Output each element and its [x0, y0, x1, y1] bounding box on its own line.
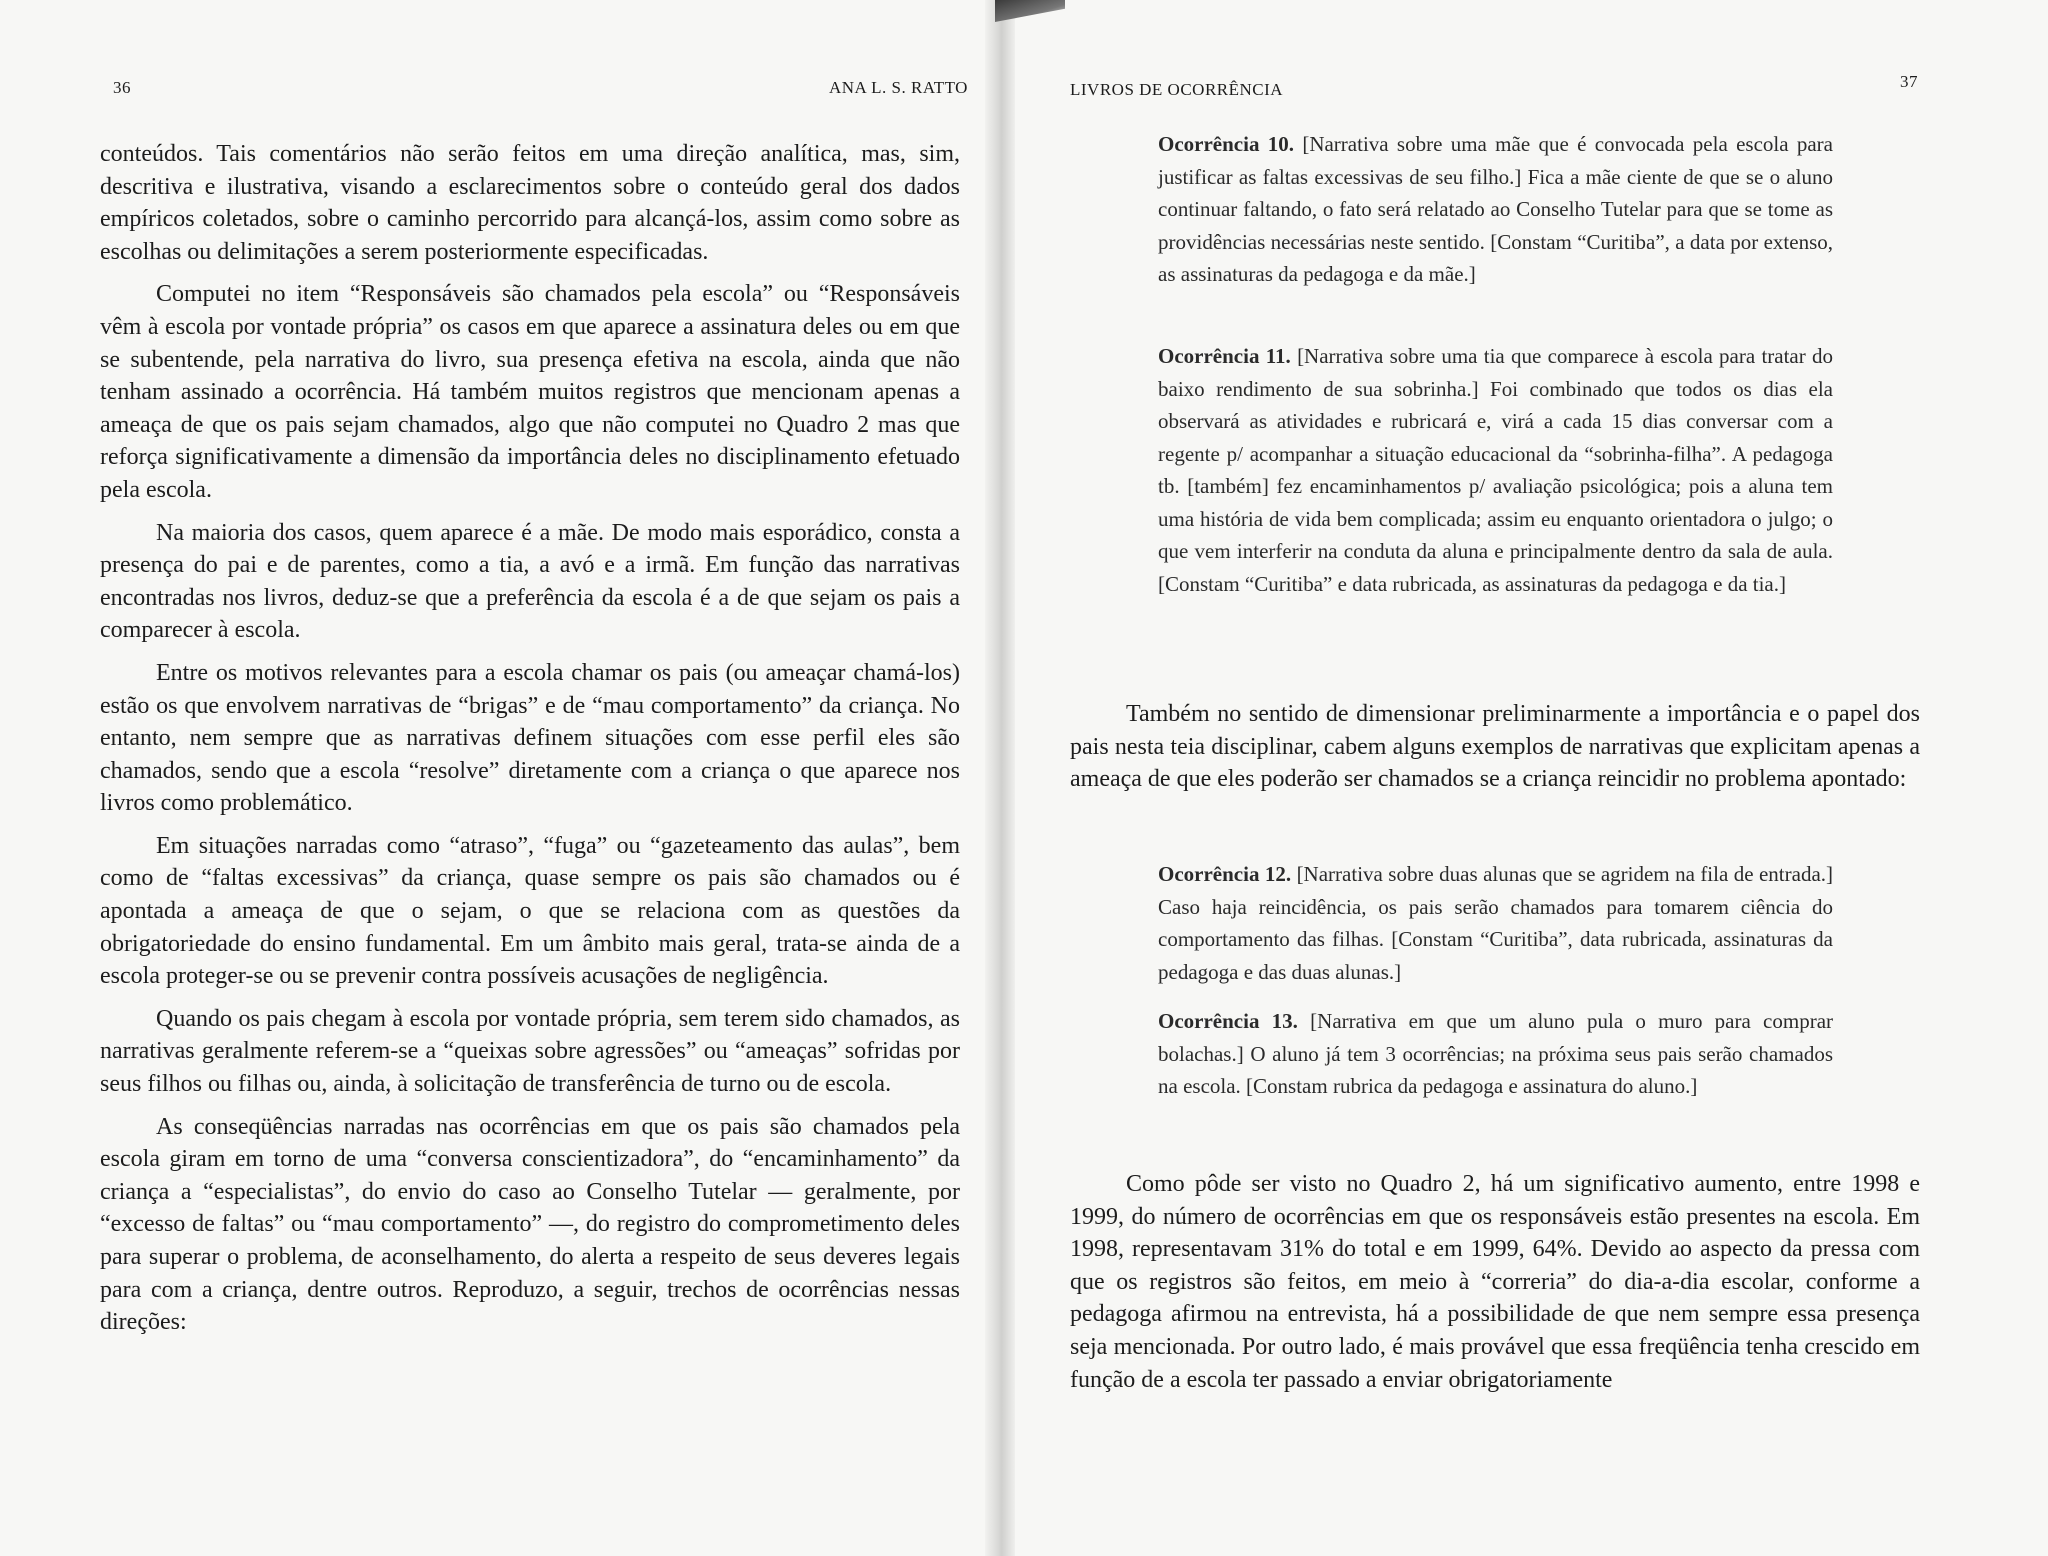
paragraph: conteúdos. Tais comentários não serão feitos em uma direção analítica, mas, sim, descritiva e ilustrativa, visando a esclarecimentos sobre o conteúdo geral dos dados empíricos coletados, sobre o caminho percorrido para alcançá-los, assim como sobre as escolhas ou delimitações a serem posteriormente especificadas. — [100, 141, 960, 265]
book-gutter — [985, 0, 1015, 1556]
quote-label: Ocorrência 12. — [1158, 862, 1292, 886]
paragraph: Entre os motivos relevantes para a escola chamar os pais (ou ameaçar chamá-los) estão os que envolvem narrativas de “brigas” e de “mau comportamento” da criança. No entanto, nem sempre que as narrativas definem situações com esse perfil eles são chamados, sendo que a escola “resolve” diretamente com a criança o que aparece nos livros como problemático. — [100, 659, 960, 817]
quote-ocorrencia-12 — [1158, 858, 1833, 988]
quote-label: Ocorrência 10. — [1158, 132, 1295, 156]
quote-ocorrencia-13 — [1158, 1005, 1833, 1103]
quote-text: [Narrativa sobre uma mãe que é convocada pela escola para justificar as faltas excessivas de seu filho.] Fica a mãe ciente de que se o aluno continuar faltando, o fato será relatado ao Conselho Tutelar para que se tome as providências necessárias neste sentido. [Constam “Curitiba”, a data por extenso, as assinaturas da pedagoga e da mãe.] — [1158, 132, 1833, 286]
page-number-right: 37 — [1900, 72, 1918, 91]
left-page — [0, 0, 995, 1556]
paragraph: Como pôde ser visto no Quadro 2, há um significativo aumento, entre 1998 e 1999, do número de ocorrências em que os responsáveis estão presentes na escola. Em 1998, representavam 31% do total e em 1999, 64%. Devido ao aspecto da pressa com que os registros são feitos, em meio à “correria” do dia-a-dia escolar, conforme a pedagoga afirmou na entrevista, há a possibilidade de que nem sempre essa presença seja mencionada. Por outro lado, é mais provável que essa freqüência tenha crescido em função de a escola ter passado a enviar obrigatoriamente — [1070, 1171, 1920, 1393]
paragraph: Em situações narradas como “atraso”, “fuga” ou “gazeteamento das aulas”, bem como de “faltas excessivas” da criança, quase sempre os pais são chamados ou é apontada a ameaça de que o sejam, o que se relaciona com as questões da obrigatoriedade do ensino fundamental. Em um âmbito mais geral, trata-se ainda de a escola proteger-se ou se prevenir contra possíveis acusações de negligência. — [100, 832, 960, 990]
right-body-paragraph-2 — [1070, 1168, 1920, 1396]
quote-text: [Narrativa sobre duas alunas que se agridem na fila de entrada.] Caso haja reincidência, os pais serão chamados para tomarem ciência do comportamento das filhas. [Constam “Curitiba”, data rubricada, assinaturas da pedagoga e das duas alunas.] — [1158, 862, 1834, 984]
running-head-title: LIVROS DE OCORRÊNCIA — [1070, 80, 1284, 99]
quote-label: Ocorrência 13. — [1158, 1009, 1298, 1033]
paragraph: As conseqüências narradas nas ocorrências em que os pais são chamados pela escola giram em torno de uma “conversa conscientizadora”, do “encaminhamento” da criança a “especialistas”, do envio do caso ao Conselho Tutelar — geralmente, por “excesso de faltas” ou “mau comportamento” —, do registro do comprometimento deles para superar o problema, de aconselhamento, do alerta a respeito de seus deveres legais para com a criança, dentre outros. Reproduzo, a seguir, trechos de ocorrências nessas direções: — [100, 1113, 960, 1336]
page-number-left: 36 — [113, 78, 131, 97]
quote-ocorrencia-10 — [1158, 128, 1833, 291]
quote-ocorrencia-11 — [1158, 340, 1833, 600]
paragraph: Computei no item “Responsáveis são chamados pela escola” ou “Responsáveis vêm à escola por vontade própria” os casos em que aparece a assinatura deles ou em que se subentende, pela narrativa do livro, sua presença efetiva na escola, ainda que não tenham assinado a ocorrência. Há também muitos registros que mencionam apenas a ameaça de que os pais sejam chamados, algo que não computei no Quadro 2 mas que reforça significativamente a dimensão da importância deles no disciplinamento efetuado pela escola. — [100, 281, 960, 503]
left-body-text — [100, 138, 960, 1349]
paragraph: Quando os pais chegam à escola por vontade própria, sem terem sido chamados, as narrativas geralmente referem-se a “queixas sobre agressões” ou “ameaças” sofridas por seus filhos ou filhas ou, ainda, à solicitação de transferência de turno ou de escola. — [100, 1005, 960, 1098]
quote-text: [Narrativa em que um aluno pula o muro para comprar bolachas.] O aluno já tem 3 ocorrências; na próxima seus pais serão chamados na escola. [Constam rubrica da pedagoga e assinatura do aluno.] — [1158, 1009, 1834, 1098]
quote-label: Ocorrência 11. — [1158, 344, 1291, 368]
paragraph: Também no sentido de dimensionar preliminarmente a importância e o papel dos pais nesta teia disciplinar, cabem alguns exemplos de narrativas que explicitam apenas a ameaça de que eles poderão ser chamados se a criança reincidir no problema apontado: — [1070, 701, 1920, 793]
quote-text: [Narrativa sobre uma tia que comparece à escola para tratar do baixo rendimento de sua sobrinha.] Foi combinado que todos os dias ela observará as atividades e rubricará e, virá a cada 15 dias conversar com a regente p/ acompanhar a situação educacional da “sobrinha-filha”. A pedagoga tb. [também] fez encaminhamentos p/ avaliação psicológica; pois a aluna tem uma história de vida bem complicada; assim eu enquanto orientadora o julgo; o que vem interferir na conduta da aluna e principalmente dentro da sala de aula. [Constam “Curitiba” e data rubricada, as assinaturas da pedagoga e da tia.] — [1158, 344, 1834, 596]
paragraph: Na maioria dos casos, quem aparece é a mãe. De modo mais esporádico, consta a presença do pai e de parentes, como a tia, a avó e a irmã. Em função das narrativas encontradas nos livros, deduz-se que a preferência da escola é a de que sejam os pais a comparecer à escola. — [100, 519, 960, 644]
running-head-author: ANA L. S. RATTO — [829, 78, 968, 97]
right-body-paragraph-1 — [1070, 698, 1920, 796]
